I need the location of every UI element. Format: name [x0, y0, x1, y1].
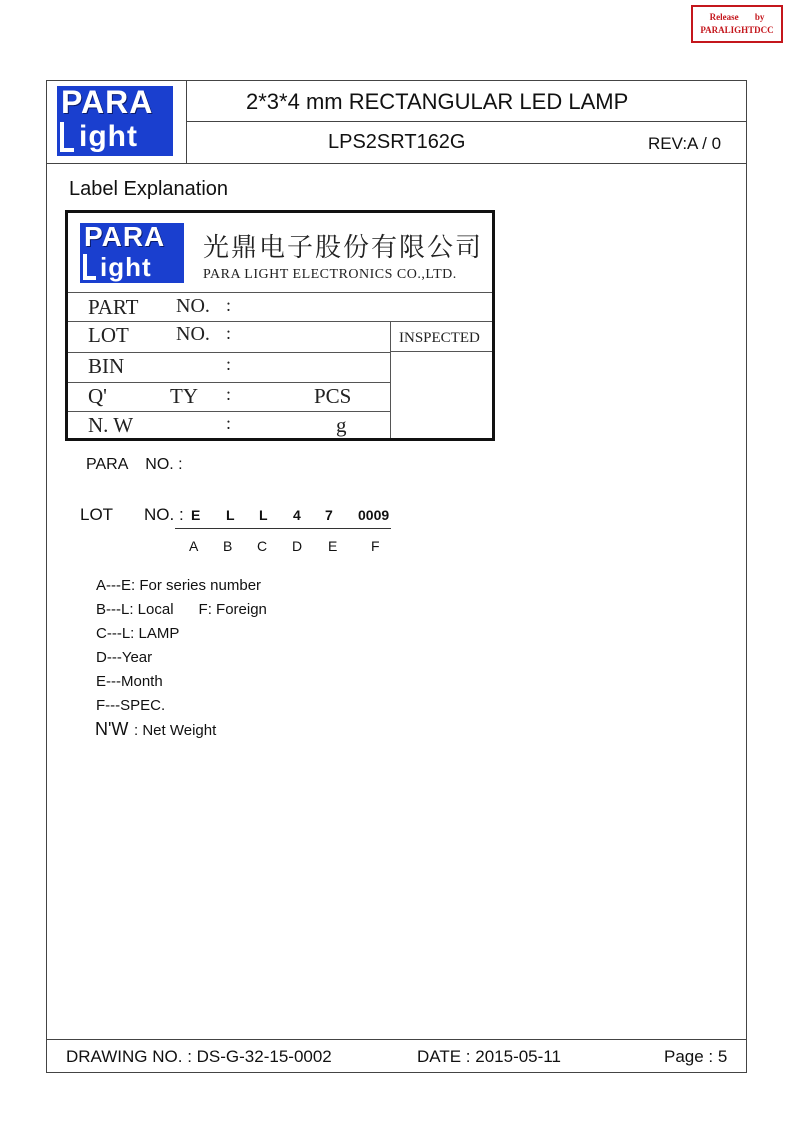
label-logo: [80, 223, 184, 283]
explanation-item: E---Month: [96, 673, 163, 690]
footer-top-line: [46, 1039, 747, 1040]
label-qty-sub: TY: [170, 384, 198, 408]
label-logo-ight: ight: [100, 252, 152, 282]
stamp-line-2: PARALIGHTDCC: [700, 25, 774, 35]
document-date: DATE : 2015-05-11: [417, 1047, 561, 1066]
explanation-item: C---L: LAMP: [96, 625, 180, 642]
label-part-sub: NO.: [176, 295, 210, 317]
label-line-1: [68, 292, 492, 293]
inspected-label: INSPECTED: [399, 330, 480, 346]
label-qty-colon: :: [226, 384, 232, 404]
lot-value-0009: 0009: [358, 507, 390, 523]
nw-desc: : Net Weight: [134, 722, 217, 739]
label-nw-unit: g: [336, 413, 347, 437]
label-logo-para: PARA: [84, 221, 166, 252]
label-line-2: [68, 321, 492, 322]
label-bin-key: BIN: [88, 354, 125, 378]
lot-value-l2: L: [259, 507, 268, 523]
label-lot-sub: NO.: [176, 323, 210, 345]
label-inspected-divider: [390, 321, 391, 438]
label-qty-unit: PCS: [314, 384, 352, 408]
company-name-cn: 光鼎电子股份有限公司: [203, 233, 484, 262]
lot-value-e: E: [191, 507, 201, 523]
label-line-4: [68, 382, 390, 383]
lot-letter-c: C: [257, 538, 268, 554]
lot-letter-d: D: [292, 538, 303, 554]
company-name-en: PARA LIGHT ELECTRONICS CO.,LTD.: [203, 267, 457, 282]
label-lot-key: LOT: [88, 323, 129, 347]
nw-key: N'W: [95, 719, 129, 739]
revision: REV:A / 0: [648, 134, 722, 153]
explanation-item: A---E: For series number: [96, 577, 262, 594]
label-line-5: [68, 411, 390, 412]
drawing-number: DRAWING NO. : DS-G-32-15-0002: [66, 1047, 332, 1066]
section-title: Label Explanation: [69, 178, 229, 200]
lot-value-4: 4: [293, 507, 301, 523]
lot-underline: [175, 528, 391, 529]
label-qty-key: Q': [88, 384, 107, 408]
lot-value-l1: L: [226, 507, 235, 523]
label-part-colon: :: [226, 295, 232, 315]
label-bin-colon: :: [226, 354, 232, 374]
part-number: LPS2SRT162G: [328, 131, 466, 153]
label-nw-key: N. W: [88, 413, 134, 437]
lot-label: LOT: [80, 505, 114, 524]
label-sample: [65, 210, 495, 441]
lot-value-7: 7: [325, 507, 333, 523]
header-row-divider: [186, 121, 747, 122]
release-stamp: [691, 5, 783, 43]
page-number: Page : 5: [664, 1047, 728, 1066]
label-lot-colon: :: [226, 323, 232, 343]
explanation-item: F---SPEC.: [96, 697, 166, 714]
header-bottom-line: [46, 163, 747, 164]
label-nw-colon: :: [226, 413, 232, 433]
explanation-item: D---Year: [96, 649, 153, 666]
company-logo: [57, 86, 173, 156]
lot-letter-e: E: [328, 538, 338, 554]
lot-letter-a: A: [189, 538, 199, 554]
logo-l-shape: [60, 122, 74, 152]
label-line-inspected: [390, 351, 492, 352]
para-no: PARA NO. :: [86, 456, 183, 473]
explanation-item: B---L: Local F: Foreign: [96, 601, 267, 618]
label-line-3: [68, 352, 390, 353]
stamp-line-1: Release by: [709, 12, 765, 22]
header-divider: [186, 80, 187, 164]
label-part-key: PART: [88, 295, 139, 319]
logo-ight: ight: [79, 120, 138, 153]
label-logo-l-shape: [83, 254, 96, 280]
document-title: 2*3*4 mm RECTANGULAR LED LAMP: [246, 89, 629, 114]
logo-para: PARA: [61, 84, 154, 120]
lot-no: NO. :: [144, 505, 184, 524]
lot-letter-f: F: [371, 538, 380, 554]
lot-letter-b: B: [223, 538, 233, 554]
